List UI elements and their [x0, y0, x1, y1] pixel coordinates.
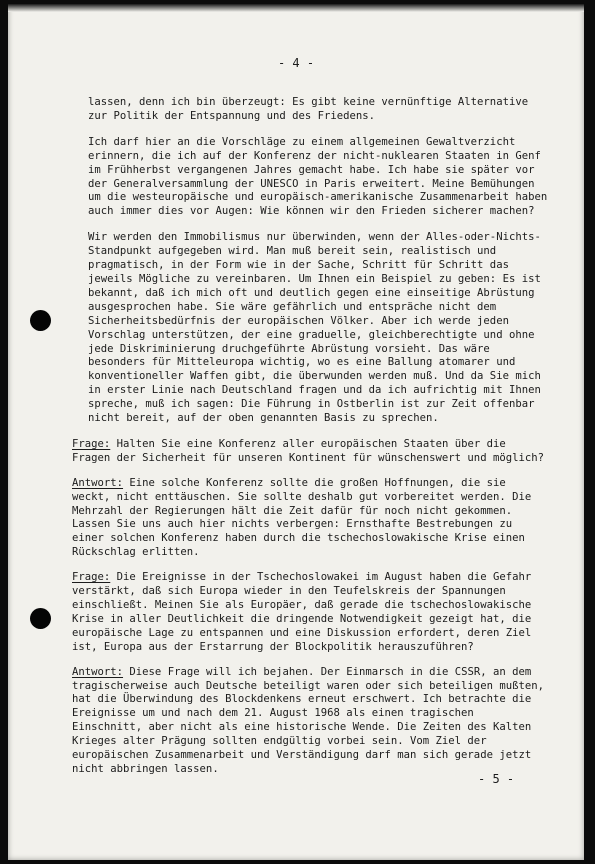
answer-label: Antwort: [72, 665, 124, 678]
answer-label: Antwort: [72, 476, 124, 489]
punch-hole-bottom [30, 608, 51, 629]
question-label: Frage: [72, 571, 111, 584]
answer-text: Diese Frage will ich bejahen. Der Einmarsch in die CSSR, an dem tragischerweise auch Deutsche beteiligt waren oder sich beteiligen mußten, hat die Überwindung des Blockdenkens erneut erschwert. Ich betrachte die Ereignisse um und nach dem 21. August 1968 als einen tragischen Einschnitt, aber nicht als eine historische Wende. Die Zeiten des Kalten Krieges alter Prägung sollten endgültig vorbei sein. Vom Ziel der europäischen Zusammenarbeit und Verständigung darf man sich gerade jetzt nicht abbringen lassen. [72, 665, 544, 775]
paragraph-1: lassen, denn ich bin überzeugt: Es gibt keine vernünftige Alternative zur Politik der Entspannung und des Friedens. [88, 96, 529, 122]
answer-text: Eine solche Konferenz sollte die großen Hoffnungen, die sie weckt, nicht enttäuschen. Sie sollte deshalb gut vorbereitet werden. Die Mehrzahl der Regierungen hält die Zeit dafür für noch nicht gekommen. Lassen Sie uns auch hier nichts verbergen: Ernsthafte Bestrebungen zu einer solchen Konferenz haben durch die tschechoslowakische Krise einen Rückschlag erlitten. [72, 476, 532, 559]
document-page [8, 4, 584, 860]
paragraph-2: Ich darf hier an die Vorschläge zu einem allgemeinen Gewaltverzicht erinnern, die ich auf der Konferenz der nicht-nuklearen Staaten in Genf im Frühherbst vergangenen Jahres gemacht habe. Ich habe sie später vor der Generalversammlung der UNESCO in Paris erweitert. Meine Bemühungen um die westeuropäische und europäisch-amerikanische Zusammenarbeit haben auch immer dies vor Augen: Wie können wir den Frieden sicherer machen? [88, 135, 548, 218]
paragraph-3: Wir werden den Immobilismus nur überwinden, wenn der Alles-oder-Nichts-Standpunkt aufgegeben wird. Man muß bereit sein, realistisch und pragmatisch, in der Form wie in der Sache, Schritt für Schritt das jeweils Mögliche zu vereinbaren. Um Ihnen ein Beispiel zu geben: Es ist bekannt, daß ich mich oft und deutlich gegen eine einseitige Abrüstung ausgesprochen habe. Sie wäre gefährlich und entspräche nicht dem Sicherheitsbedürfnis der europäischen Völker. Aber ich werde jeden Vorschlag unterstützen, der eine graduelle, gleichberechtigte und ohne jede Diskriminierung druchgeführte Abrüstung vorsieht. Das wäre besonders für Mitteleuropa wichtig, wo es eine Ballung atomarer und konventioneller Waffen gibt, die überwunden werden muß. Und da Sie mich in erster Linie nach Deutschland fragen und da ich aufrichtig mit Ihnen spreche, muß ich sagen: Die Führung in Ostberlin ist zur Zeit offenbar nicht bereit, auf der oben genannten Basis zu sprechen. [88, 231, 541, 425]
scan-edge [8, 4, 584, 12]
answer-2 [72, 666, 550, 777]
question-1 [72, 438, 550, 466]
question-text: Halten Sie eine Konferenz aller europäischen Staaten über die Fragen der Sicherheit für unseren Kontinent für wünschenswert und möglich? [72, 437, 544, 464]
question-text: Die Ereignisse in der Tschechoslowakei im August haben die Gefahr verstärkt, daß sich Europa wieder in den Teufelskreis der Spannungen einschließt. Meinen Sie als Europäer, daß gerade die tschechoslowakische Krise in aller Deutlichkeit die dringende Notwendigkeit gezeigt hat, die europäische Lage zu entspannen und eine Diskussion erfordert, deren Ziel ist, Europa aus der Erstarrung der Blockpolitik herauszuführen? [72, 571, 532, 653]
question-2 [72, 571, 550, 654]
answer-1 [72, 477, 550, 560]
document-body [72, 96, 550, 788]
punch-hole-top [30, 310, 51, 331]
page-number-bottom: - 5 - [478, 772, 515, 786]
question-label: Frage: [72, 437, 111, 450]
page-number-top: - 4 - [277, 56, 315, 70]
